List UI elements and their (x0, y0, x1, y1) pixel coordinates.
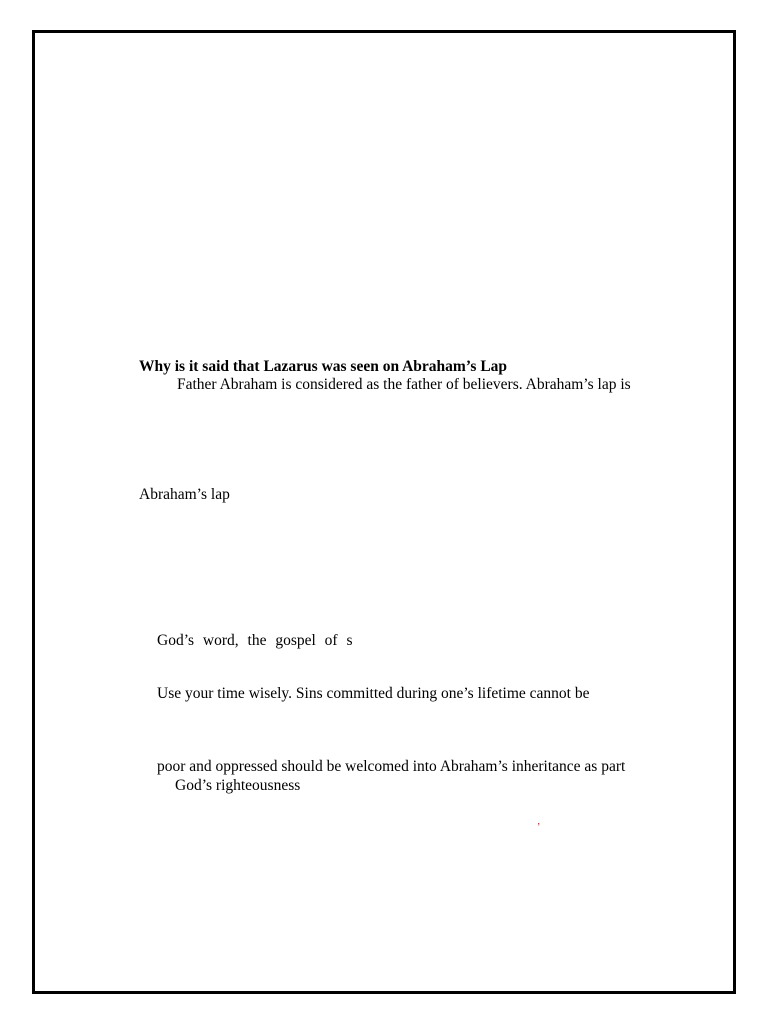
paragraph-poor-and-oppressed: poor and oppressed should be welcomed into Abraham’s inheritance as part (157, 758, 626, 775)
paragraph-abrahams-lap: Abraham’s lap (139, 486, 230, 503)
page-border (32, 30, 736, 994)
document-title: Why is it said that Lazarus was seen on Abraham’s Lap (139, 358, 508, 375)
stray-red-mark: ’ (537, 822, 541, 833)
paragraph-use-time-wisely: Use your time wisely. Sins committed during one’s lifetime cannot be (157, 685, 590, 702)
paragraph-gods-righteousness: God’s righteousness (175, 777, 301, 794)
paragraph-gods-word: God’s word, the gospel of s (157, 632, 353, 649)
paragraph-father-abraham: Father Abraham is considered as the father of believers. Abraham’s lap is (177, 376, 631, 393)
